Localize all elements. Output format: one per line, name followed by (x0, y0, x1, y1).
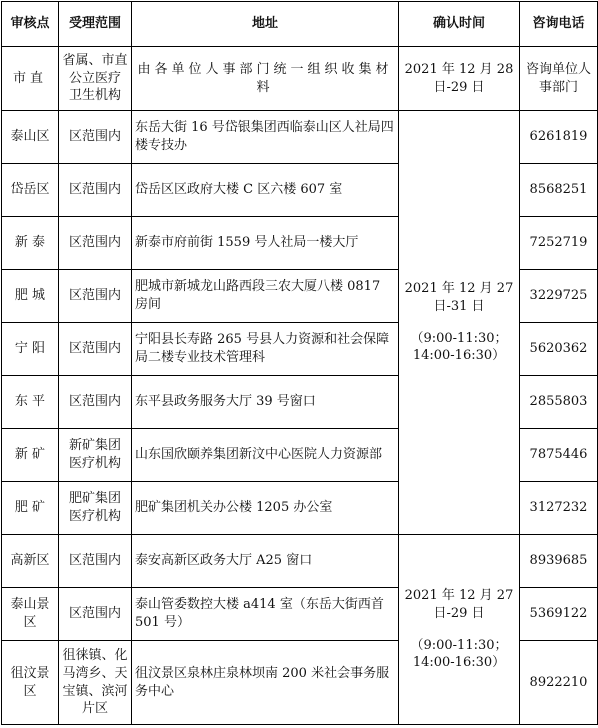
scope-line: 省属、市直 (62, 53, 128, 69)
cell-scope: 区范围内 (59, 217, 132, 270)
cell-address: 肥城市新城龙山路西段三农大厦八楼 0817 房间 (132, 270, 399, 323)
header-time: 确认时间 (399, 2, 520, 47)
cell-phone: 7875446 (520, 429, 598, 482)
scope-line: 片区 (81, 701, 108, 717)
scope-line: 徂徕镇、化 (62, 648, 128, 664)
cell-scope (59, 47, 132, 111)
cell-address: 东平县政务服务大厅 39 号窗口 (132, 376, 399, 429)
registration-points-table (1, 1, 598, 725)
cell-scope (59, 482, 132, 535)
header-point: 审核点 (2, 2, 59, 47)
cell-scope: 区范围内 (59, 111, 132, 164)
scope-line: 医疗机构 (68, 509, 121, 524)
cell-point: 岱岳区 (2, 164, 59, 217)
time-date: 2021 年 12 月 27 日-31 日 (404, 281, 514, 314)
table-row (2, 111, 598, 164)
cell-phone: 8939685 (520, 535, 598, 588)
cell-point: 宁 阳 (2, 323, 59, 376)
cell-phone: 3229725 (520, 270, 598, 323)
header-row (2, 2, 598, 47)
header-phone: 咨询电话 (520, 2, 598, 47)
cell-scope: 区范围内 (59, 323, 132, 376)
table-row (2, 535, 598, 588)
cell-address: 徂汶景区泉林庄泉林坝南 200 米社会事务服务中心 (132, 641, 399, 725)
scope-line: 马湾乡、天 (62, 665, 128, 681)
cell-point: 新 泰 (2, 217, 59, 270)
spacer (402, 623, 516, 637)
cell-phone: 3127232 (520, 482, 598, 535)
time-hours-line: （9:00-11:30； (410, 637, 508, 653)
time-hours-line: 14:00-16:30） (412, 348, 506, 364)
cell-point: 肥 城 (2, 270, 59, 323)
scope-line: 公立医疗 (68, 70, 121, 86)
cell-time-group (399, 535, 520, 725)
cell-address: 山东国欣颐养集团新汶中心医院人力资源部 (132, 429, 399, 482)
cell-point: 新 矿 (2, 429, 59, 482)
header-address: 地址 (132, 2, 399, 47)
cell-point: 泰山区 (2, 111, 59, 164)
cell-address: 岱岳区区政府大楼 C 区六楼 607 室 (132, 164, 399, 217)
cell-phone: 6261819 (520, 111, 598, 164)
scope-line: 卫生机构 (68, 88, 121, 104)
time-date: 2021 年 12 月 27 日-29 日 (404, 588, 514, 621)
cell-address: 泰山管委数控大楼 a414 室（东岳大街西首 501 号） (132, 588, 399, 641)
cell-scope (59, 429, 132, 482)
table-row (2, 47, 598, 111)
cell-time-group (399, 111, 520, 535)
cell-address: 肥矿集团机关办公楼 1205 办公室 (132, 482, 399, 535)
cell-phone: 8922210 (520, 641, 598, 725)
time-hours-line: （9:00-11:30； (410, 330, 508, 346)
scope-line: 宝镇、滨河 (62, 683, 128, 699)
scope-line: 新矿集团 (68, 438, 121, 454)
cell-scope: 区范围内 (59, 164, 132, 217)
cell-time: 2021 年 12 月 28 日-29 日 (399, 47, 520, 111)
cell-scope: 区范围内 (59, 376, 132, 429)
cell-phone: 咨询单位人事部门 (520, 47, 598, 111)
cell-address: 新泰市府前街 1559 号人社局一楼大厅 (132, 217, 399, 270)
cell-scope: 区范围内 (59, 588, 132, 641)
cell-phone: 8568251 (520, 164, 598, 217)
cell-address: 泰安高新区政务大厅 A25 窗口 (132, 535, 399, 588)
cell-address: 东岳大街 16 号岱银集团西临泰山区人社局四楼专技办 (132, 111, 399, 164)
cell-scope: 区范围内 (59, 535, 132, 588)
header-scope: 受理范围 (59, 2, 132, 47)
scope-line: 肥矿集团 (68, 491, 121, 507)
cell-point: 泰山景区 (2, 588, 59, 641)
cell-point: 东 平 (2, 376, 59, 429)
time-hours-line: 14:00-16:30） (412, 655, 506, 671)
cell-scope (59, 641, 132, 725)
cell-address: 由各单位人事部门统一组织收集材料 (132, 47, 399, 111)
cell-address: 宁阳县长寿路 265 号县人力资源和社会保障局二楼专业技术管理科 (132, 323, 399, 376)
cell-phone: 2855803 (520, 376, 598, 429)
scope-line: 医疗机构 (68, 456, 121, 471)
spacer (402, 316, 516, 330)
cell-point: 市直 (2, 47, 59, 111)
cell-point: 肥 矿 (2, 482, 59, 535)
cell-point: 高新区 (2, 535, 59, 588)
cell-phone: 5369122 (520, 588, 598, 641)
cell-phone: 7252719 (520, 217, 598, 270)
cell-phone: 5620362 (520, 323, 598, 376)
cell-point: 徂汶景区 (2, 641, 59, 725)
cell-scope: 区范围内 (59, 270, 132, 323)
